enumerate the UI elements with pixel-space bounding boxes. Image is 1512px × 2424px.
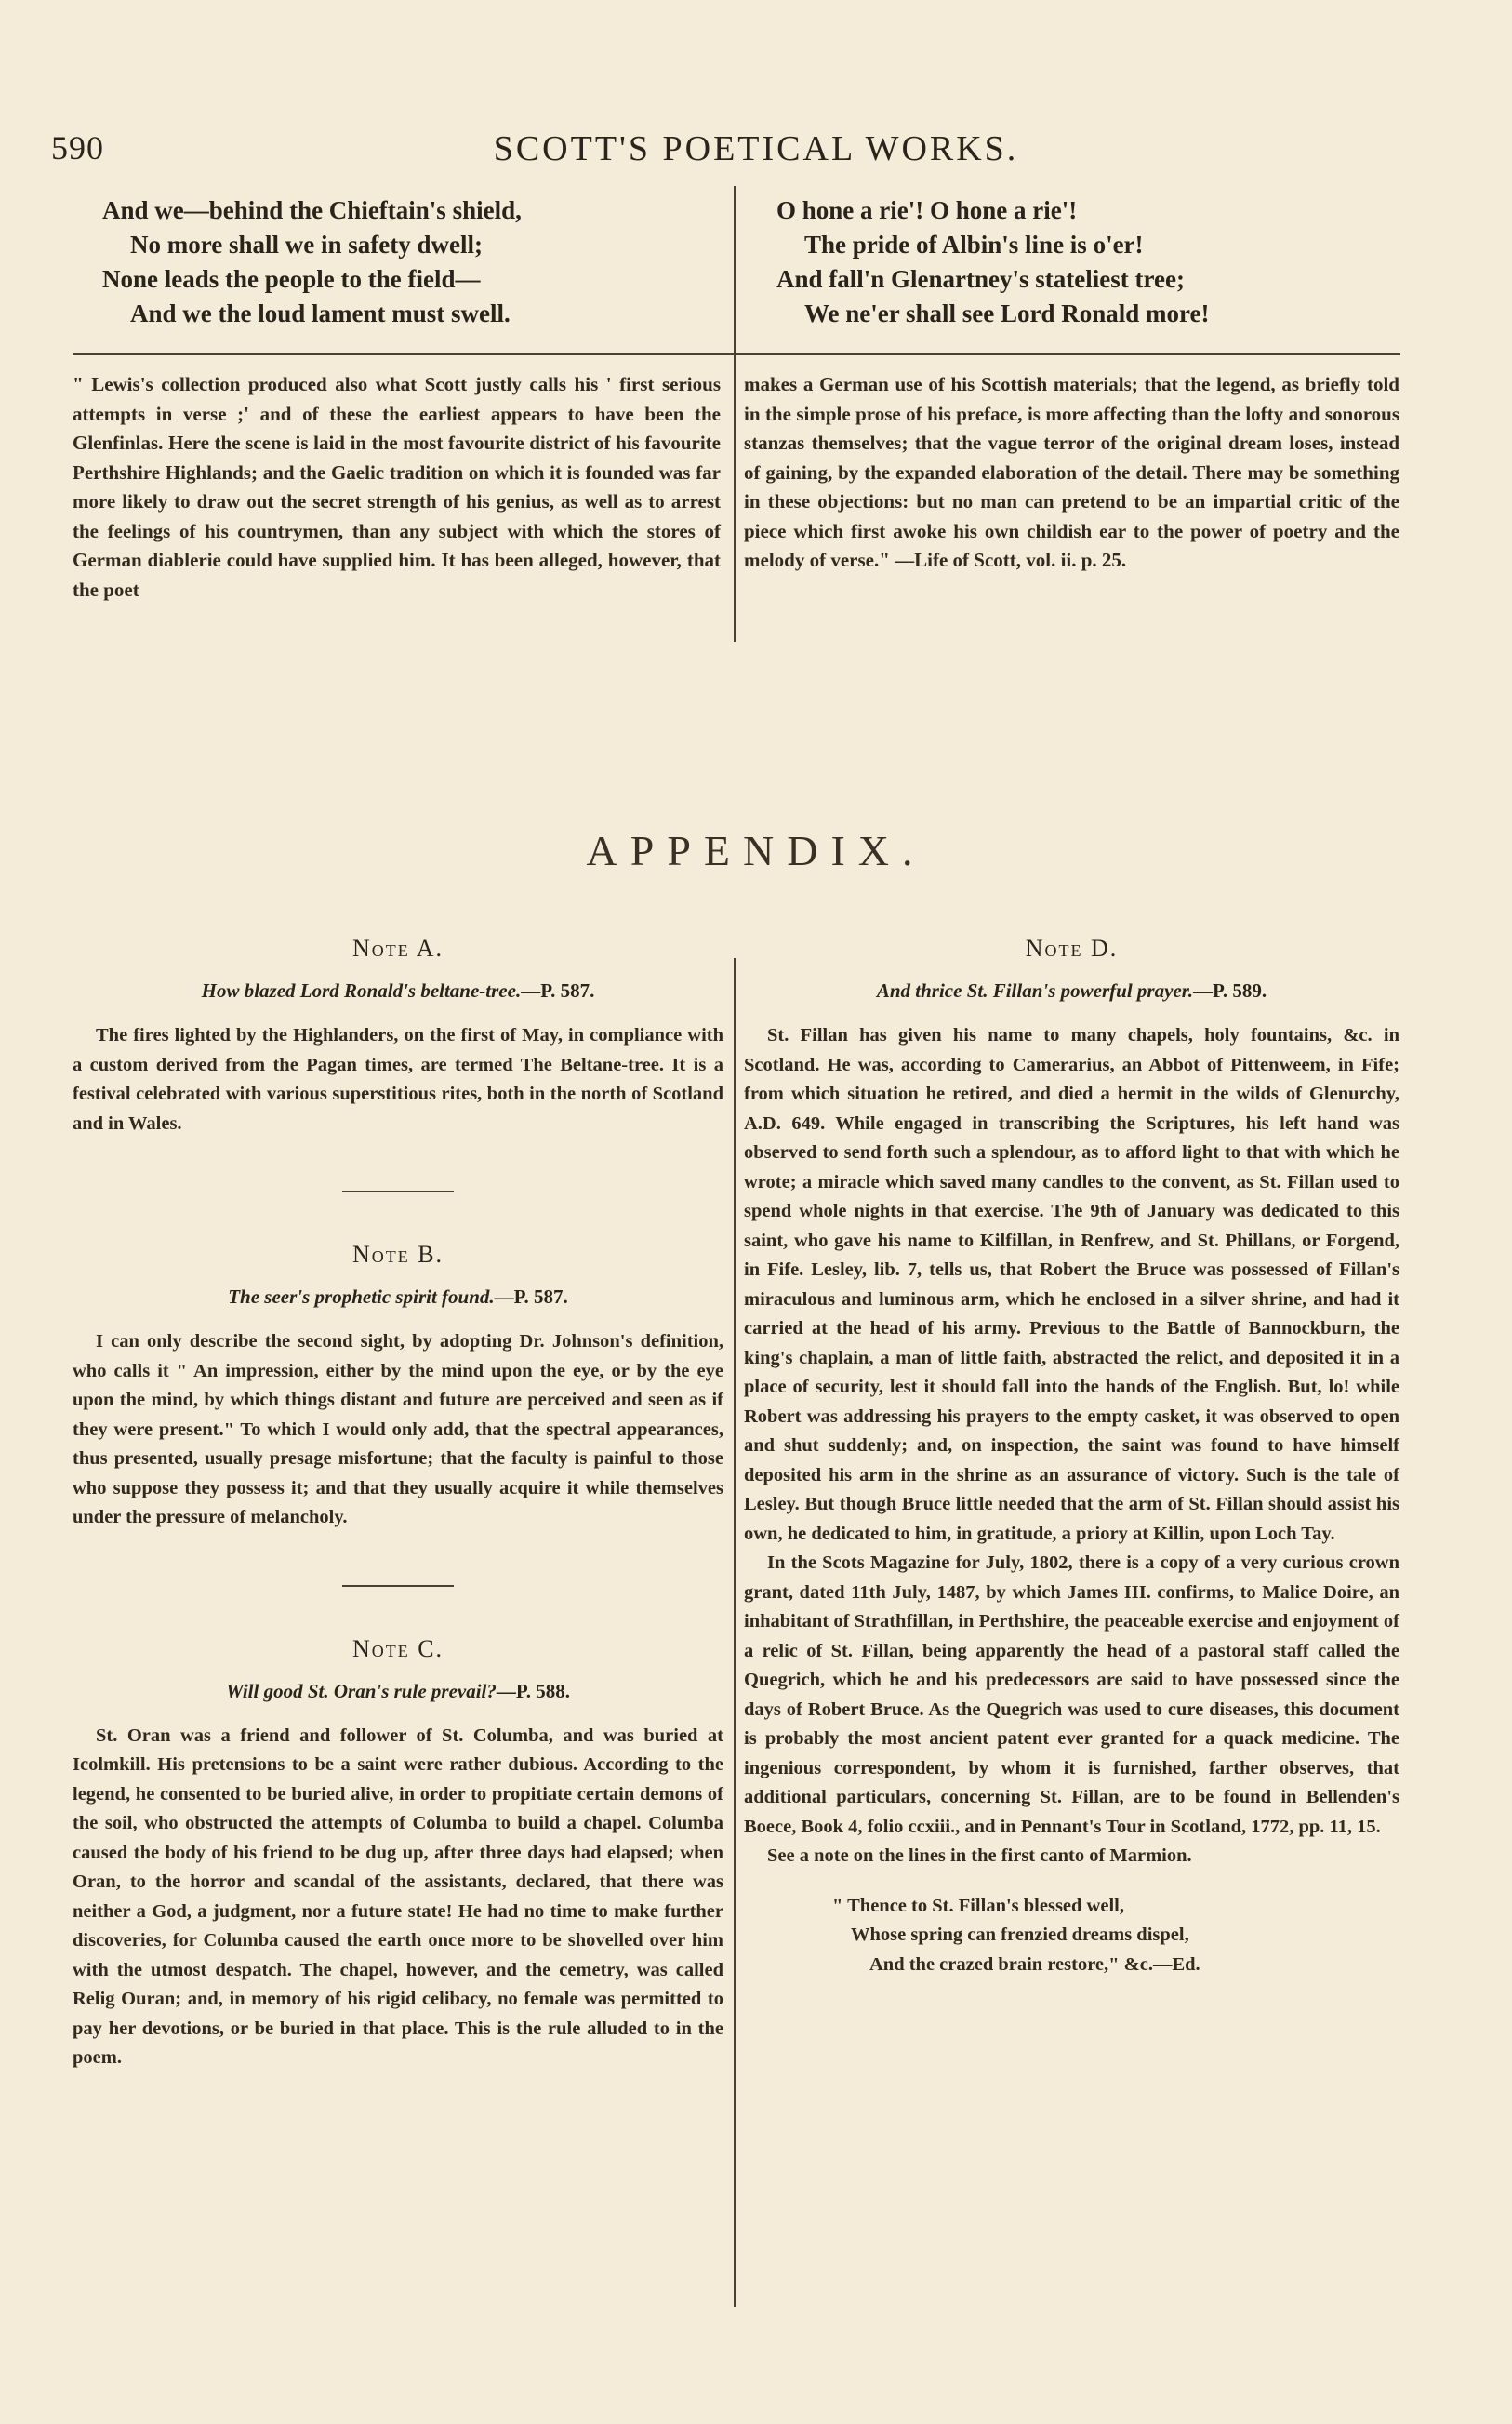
note-d-quote — [744, 1892, 1399, 1980]
note-a-title: Note A. — [351, 935, 444, 962]
verse-line: And fall'n Glenartney's stateliest tree; — [776, 265, 1185, 293]
note-d-title: Note D. — [1025, 935, 1119, 962]
note-paragraph: I can only describe the second sight, by adopting Dr. Johnson's definition, who calls it " An impression, either by the mind upon the eye, or by the eye upon the mind, by which things distant and future are perceived and seen as if they were present." To which I would only add, that the spectral appearances, thus presented, usually presage misfortune; that the faculty is painful to those who suppose they possess it; and that they usually acquire it while themselves under the pressure of melancholy. — [73, 1331, 723, 1527]
note-paragraph: The fires lighted by the Highlanders, on the first of May, in compliance with a custom derived from the Pagan times, are termed The Beltane-tree. It is a festival celebrated with various superstitious rites, both in the north of Scotland and in Wales. — [73, 1025, 723, 1134]
commentary-right — [744, 370, 1399, 576]
note-c-reference — [73, 1680, 723, 1703]
note-ref-line: The seer's prophetic spirit found. — [228, 1285, 495, 1308]
page-number: 590 — [51, 129, 104, 166]
note-paragraph: St. Oran was a friend and follower of St. Columba, and was buried at Icolmkill. His pretensions to be a saint were rather dubious. According to the legend, he consented to be buried alive, in order to propitiate certain demons of the soil, who obstructed the attempts of Columba to build a chapel. Columba caused the body of his friend to be dug up, after three days had elapsed; when Oran, to the horror and scandal of the assistants, declared, that there was neither a God, a judgment, nor a future state! He had no time to make further discoveries, for Columba caused the earth once more to be shovelled over him with the utmost despatch. The chapel, however, and the cemetry, was called Relig Ouran; and, in memory of his rigid celibacy, no female was permitted to pay her devotions, or be buried in that place. This is the rule alluded to in the poem. — [73, 1725, 723, 2068]
note-d-body — [744, 1021, 1399, 1871]
note-ref-line: How blazed Lord Ronald's beltane-tree. — [201, 979, 522, 1002]
note-separator — [342, 1585, 454, 1587]
note-a-body — [73, 1021, 723, 1139]
quote-line: " Thence to St. Fillan's blessed well, — [832, 1895, 1124, 1916]
verse-left — [102, 193, 753, 331]
note-ref-line: And thrice St. Fillan's powerful prayer. — [876, 979, 1193, 1002]
verse-line: And we the loud lament must swell. — [130, 300, 511, 327]
note-b-body — [73, 1327, 723, 1533]
column-divider — [734, 958, 736, 2307]
note-paragraph: St. Fillan has given his name to many chapels, holy fountains, &c. in Scotland. He was, according to Camerarius, an Abbot of Pittenweem, in Fife; from which situation he retired, and died a hermit in the wilds of Glenurchy, A.D. 649. While engaged in transcribing the Scriptures, his left hand was observed to send forth such a splendour, as to afford light to that with which he wrote; a miracle which saved many candles to the convent, as St. Fillan used to spend whole nights in that exercise. The 9th of January was dedicated to this saint, who gave his name to Kilfillan, in Renfrew, and St. Phillans, or Forgend, in Fife. Lesley, lib. 7, tells us, that Robert the Bruce was possessed of Fillan's miraculous and luminous arm, which he enclosed in a silver shrine, and had it carried at the head of his army. Previous to the Battle of Bannockburn, the king's chaplain, a man of little faith, abstracted the relict, and deposited it in a place of security, lest it should fall into the hands of the English. But, lo! while Robert was addressing his prayers to the empty casket, it was observed to open and shut suddenly; and, on inspection, the saint was found to have himself deposited his arm in the shrine as an assurance of victory. Such is the tale of Lesley. But though Bruce little needed that the arm of St. Fillan should assist his own, he dedicated to him, in gratitude, a priory at Killin, upon Loch Tay. — [744, 1025, 1399, 1544]
note-ref-page: —P. 589. — [1193, 979, 1267, 1002]
appendix-title: APPENDIX. — [586, 827, 926, 874]
note-paragraph: In the Scots Magazine for July, 1802, there is a copy of a very curious crown grant, dated 11th July, 1487, by which James III. confirms, to Malice Doire, an inhabitant of Strathfillan, in Perthshire, the peaceable exercise and enjoyment of a relic of St. Fillan, being apparently the head of a pastoral staff called the Quegrich, which he and his predecessors are said to have possessed since the days of Robert Bruce. As the Quegrich was used to cure diseases, this document is probably the most ancient patent ever granted for a quack medicine. The ingenious correspondent, by whom it is furnished, farther observes, that additional particulars, concerning St. Fillan, are to be found in Bellenden's Boece, Book 4, folio ccxiii., and in Pennant's Tour in Scotland, 1772, pp. 11, 15. — [744, 1552, 1399, 1837]
note-d-reference — [744, 979, 1399, 1003]
commentary-paragraph: " Lewis's collection produced also what Scott justly calls his ' first serious attempts in verse ;' and of these the earliest appears to have been the Glenfinlas. Here the scene is laid in the most favourite district of his favourite Perthshire Highlands; and the Gaelic tradition on which it is founded was far more likely to draw out the secret strength of his genius, as well as to arrest the feelings of his countrymen, than any subject with which the stores of German diablerie could have supplied him. It has been alleged, however, that the poet — [73, 373, 721, 601]
section-rule — [73, 353, 1400, 355]
verse-line: None leads the people to the field— — [102, 265, 481, 293]
note-b-title: Note B. — [351, 1241, 444, 1268]
note-paragraph: See a note on the lines in the first canto of Marmion. — [767, 1845, 1192, 1866]
note-a-reference — [73, 979, 723, 1003]
quote-line: And the crazed brain restore," &c.—Ed. — [869, 1953, 1200, 1975]
running-head: SCOTT'S POETICAL WORKS. — [493, 129, 1019, 168]
note-ref-page: —P. 588. — [496, 1679, 571, 1702]
note-ref-page: —P. 587. — [521, 979, 595, 1002]
commentary-left — [73, 370, 721, 605]
note-c-body — [73, 1722, 723, 2073]
verse-line: And we—behind the Chieftain's shield, — [102, 196, 522, 224]
quote-line: Whose spring can frenzied dreams dispel, — [851, 1925, 1189, 1945]
note-ref-page: —P. 587. — [494, 1285, 568, 1308]
column-divider — [734, 186, 736, 642]
commentary-paragraph: makes a German use of his Scottish materials; that the legend, as briefly told in the simple prose of his preface, is more affecting than the lofty and sonorous stanzas themselves; that the vague terror of the original dream loses, instead of gaining, by the expanded elaboration of the detail. There may be something in these objections: but no man can pretend to be an impartial critic of the piece which first awoke his own childish ear to the power of poetry and the melody of verse." —Life of Scott, vol. ii. p. 25. — [744, 373, 1399, 571]
notes-right-column — [744, 935, 1399, 1979]
note-c-title: Note C. — [351, 1634, 444, 1662]
verse-line: We ne'er shall see Lord Ronald more! — [804, 300, 1210, 327]
verse-line: No more shall we in safety dwell; — [130, 231, 483, 259]
verse-line: The pride of Albin's line is o'er! — [804, 231, 1144, 259]
verse-right — [776, 193, 1432, 331]
verse-line: O hone a rie'! O hone a rie'! — [776, 196, 1078, 224]
note-separator — [342, 1191, 454, 1192]
note-ref-line: Will good St. Oran's rule prevail? — [225, 1679, 497, 1702]
notes-left-column — [73, 935, 723, 2073]
note-b-reference — [73, 1285, 723, 1309]
